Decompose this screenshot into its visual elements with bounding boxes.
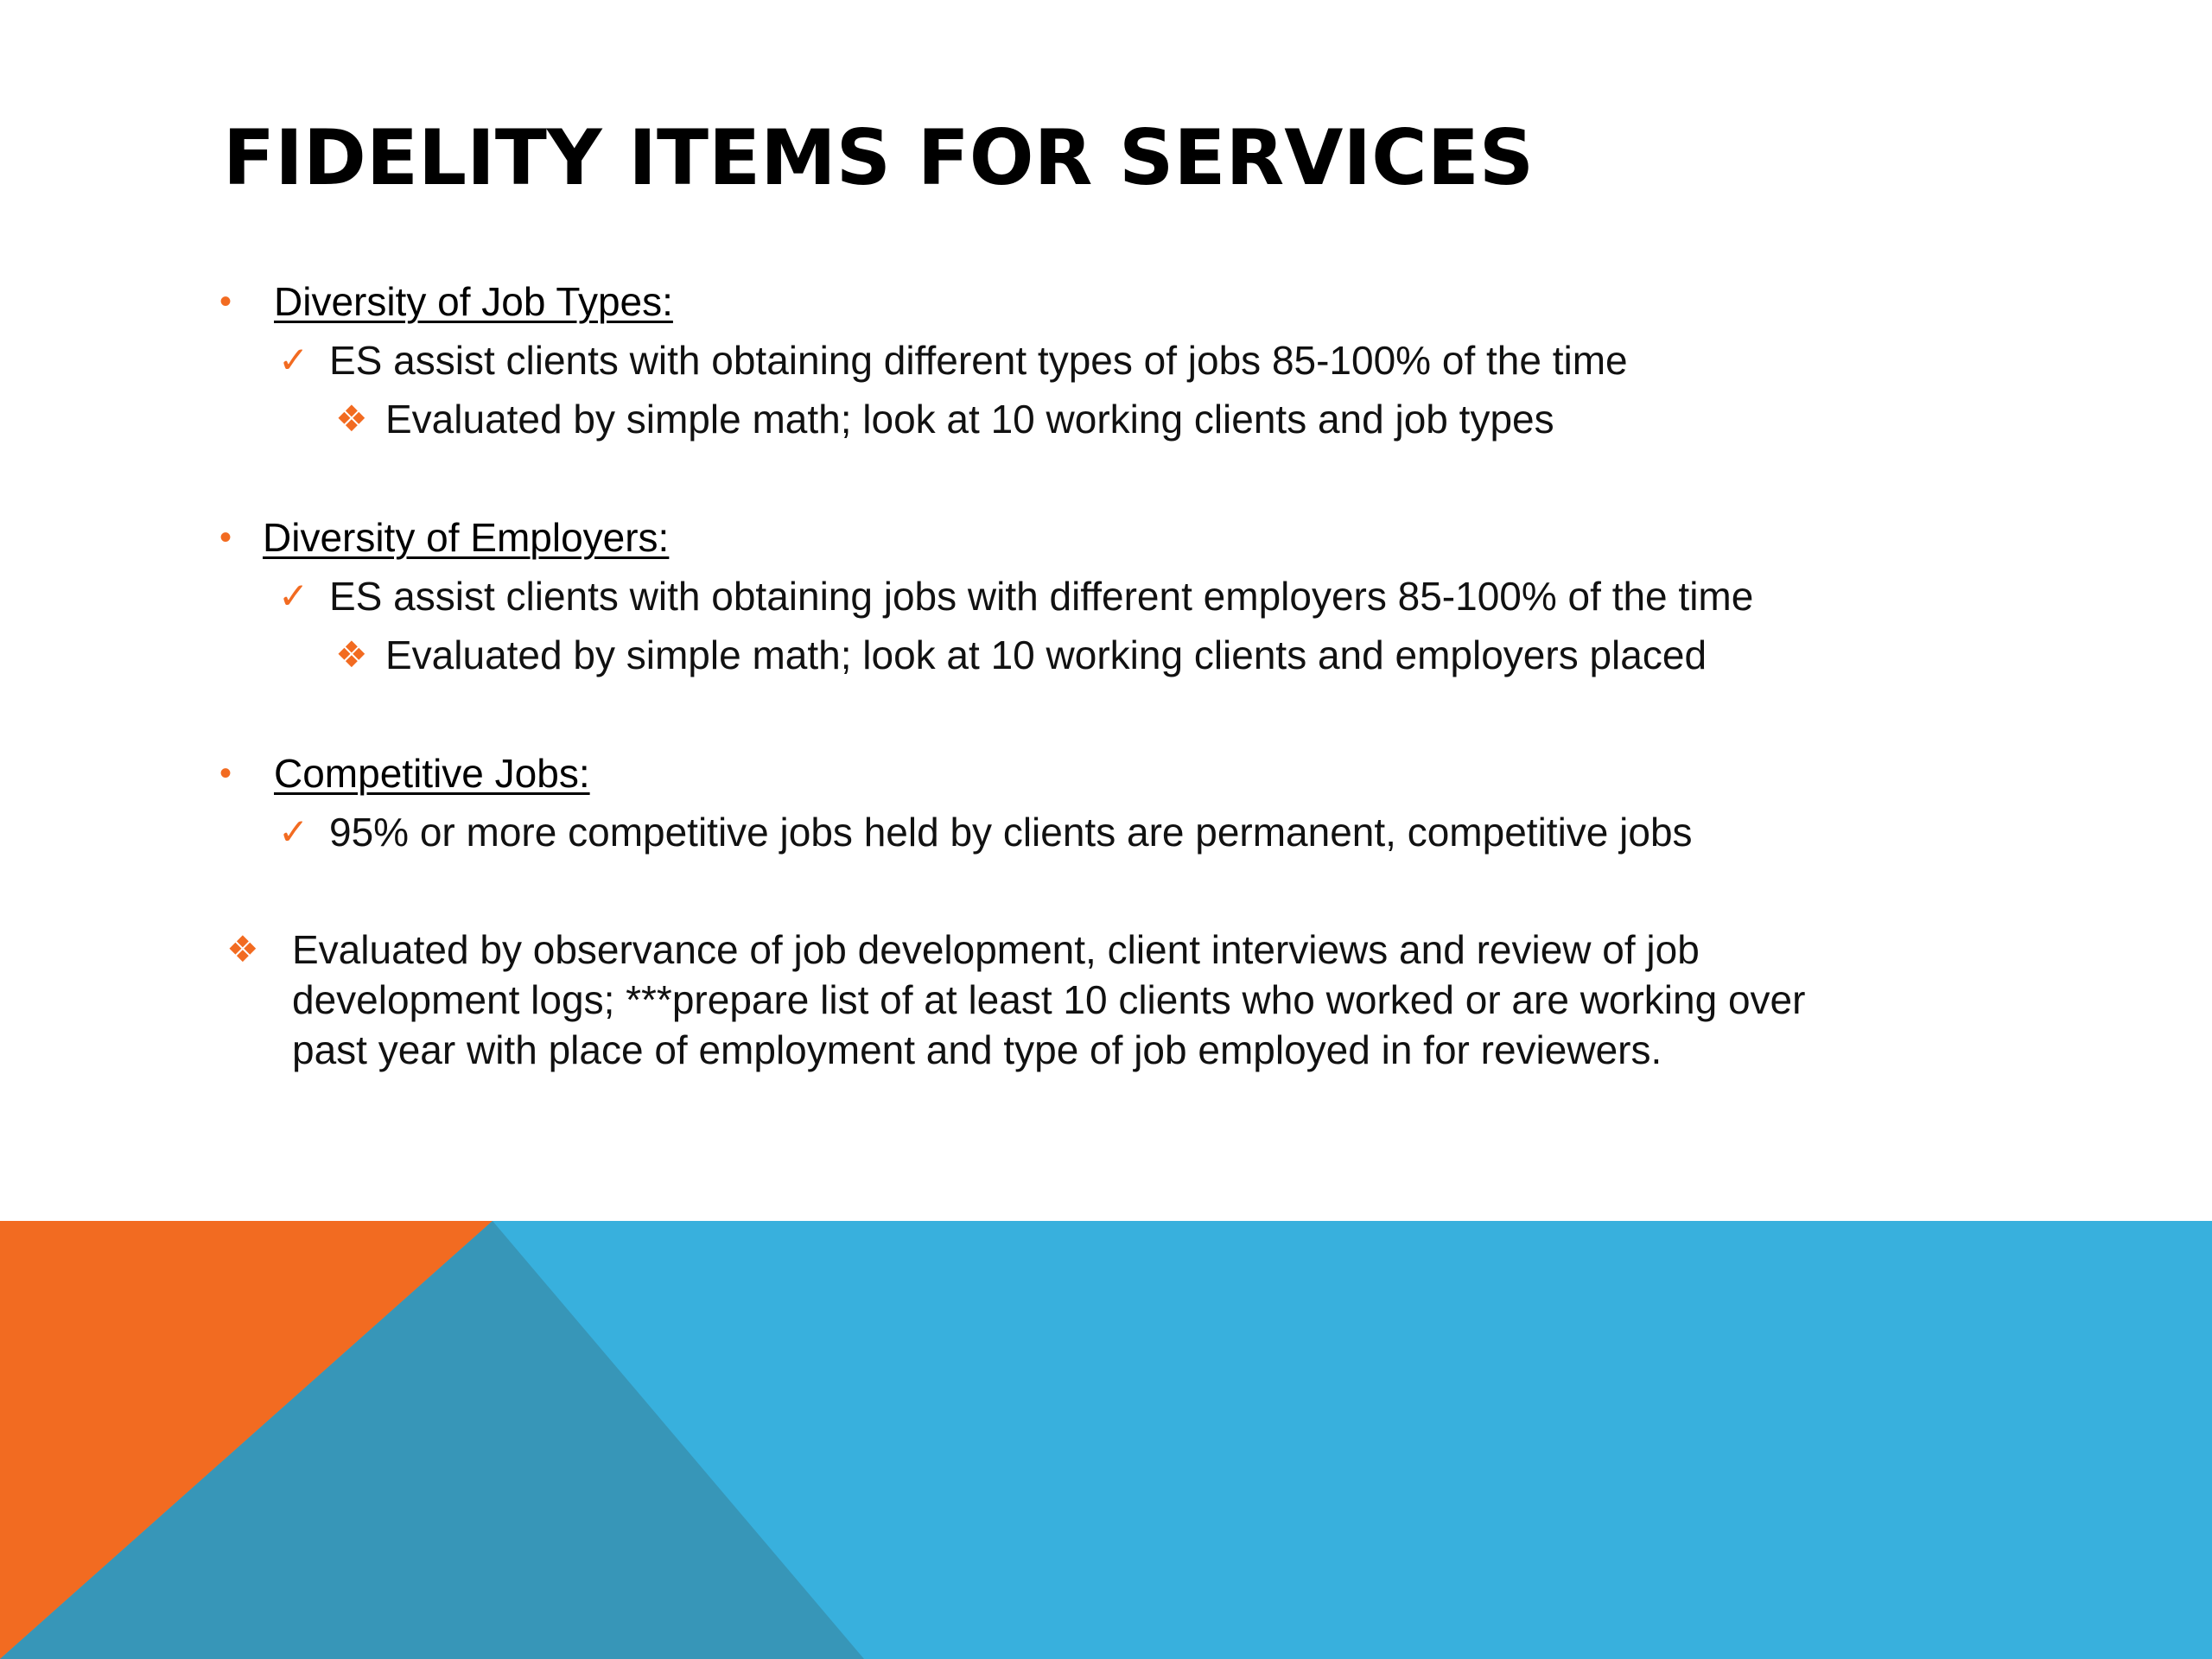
section-heading-job-types: Diversity of Job Types: (274, 279, 673, 324)
section-heading-competitive-jobs: Competitive Jobs: (274, 751, 590, 796)
footer-band (0, 1221, 2212, 1659)
evaluation-note-line: past year with place of employment and type of job employed in for reviewers. (292, 1027, 1662, 1072)
bullet-dot-icon: • (219, 754, 232, 792)
evaluation-note-line: Evaluated by observance of job development, client interviews and review of job (292, 927, 1700, 972)
section-check-job-types: ES assist clients with obtaining different types of jobs 85-100% of the time (329, 338, 1628, 383)
checkmark-icon: ✓ (278, 340, 309, 380)
section-sub-employers: Evaluated by simple math; look at 10 working clients and employers placed (385, 632, 1707, 677)
four-diamond-icon: ❖ (335, 634, 368, 675)
four-diamond-icon: ❖ (226, 929, 259, 969)
four-diamond-icon: ❖ (335, 398, 368, 439)
checkmark-icon: ✓ (278, 575, 309, 616)
section-check-competitive-jobs: 95% or more competitive jobs held by clients are permanent, competitive jobs (329, 810, 1693, 855)
evaluation-note (292, 925, 2089, 1075)
evaluation-note-line: development logs; ***prepare list of at least 10 clients who worked or are working over (292, 977, 1806, 1022)
section-sub-job-types: Evaluated by simple math; look at 10 working clients and job types (385, 397, 1554, 442)
bullet-dot-icon: • (219, 283, 232, 321)
section-check-employers: ES assist clients with obtaining jobs with different employers 85-100% of the time (329, 574, 1754, 619)
section-heading-employers: Diversity of Employers: (263, 515, 670, 560)
bullet-dot-icon: • (219, 518, 232, 556)
checkmark-icon: ✓ (278, 811, 309, 852)
slide-title: FIDELITY ITEMS FOR SERVICES (223, 113, 1535, 202)
